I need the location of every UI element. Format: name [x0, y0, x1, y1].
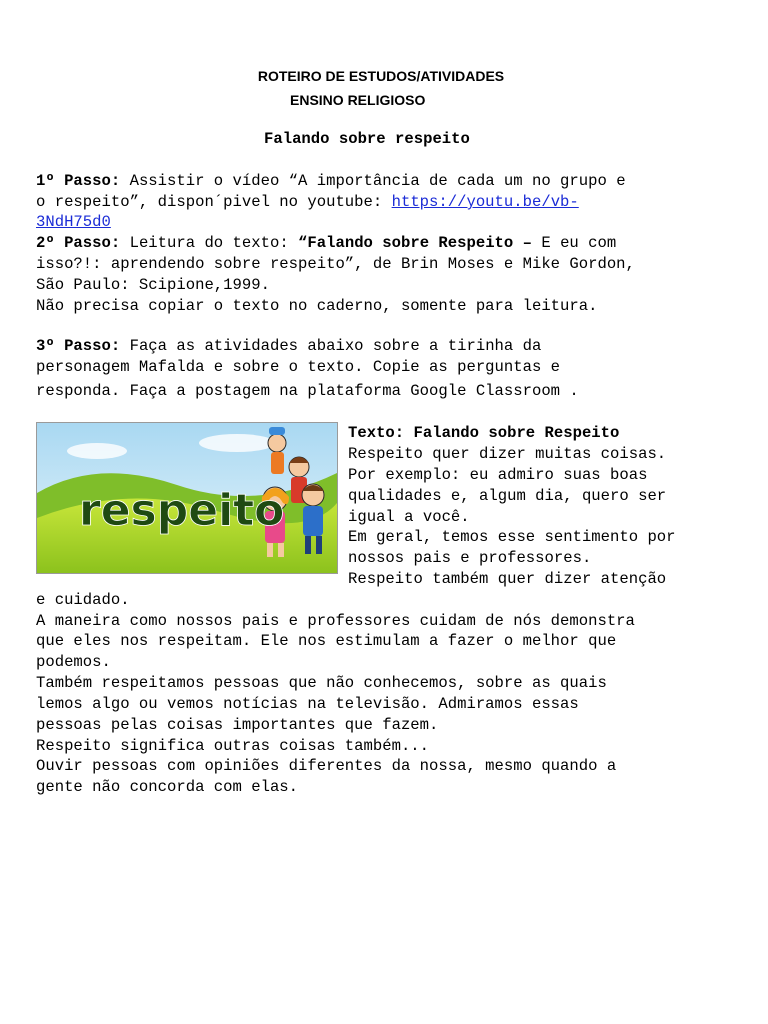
body-line: Respeito significa outras coisas também...	[36, 737, 430, 755]
step-1-line-3	[36, 212, 111, 232]
document-title: ROTEIRO DE ESTUDOS/ATIVIDADES	[257, 68, 505, 84]
body-line: gente não concorda com elas.	[36, 778, 299, 796]
body-line: lemos algo ou vemos notícias na televisão. Admiramos essas	[36, 695, 579, 713]
youtube-link-continued[interactable]: 3NdH75d0	[36, 213, 111, 231]
respeito-illustration	[36, 422, 338, 574]
step-2-text-b: E eu com	[532, 234, 617, 252]
step-1-line-2	[36, 192, 579, 212]
step-3-line-2: personagem Mafalda e sobre o texto. Copie as perguntas e	[36, 358, 561, 376]
cloud	[199, 434, 275, 452]
step-1-text-2: o respeito”, dispon´pivel no youtube:	[36, 193, 392, 211]
cloud	[67, 443, 127, 459]
step-2-line-4: Não precisa copiar o texto no caderno, somente para leitura.	[36, 297, 598, 315]
text-title: Texto: Falando sobre Respeito	[348, 424, 620, 442]
body-line: Também respeitamos pessoas que não conhecemos, sobre as quais	[36, 674, 607, 692]
step-1-text: Assistir o vídeo “A importância de cada um no grupo e	[120, 172, 626, 190]
body-line: que eles nos respeitam. Ele nos estimulam a fazer o melhor que	[36, 632, 617, 650]
text-line: Em geral, temos esse sentimento por	[348, 528, 676, 546]
text-line: Por exemplo: eu admiro suas boas	[348, 466, 648, 484]
step-3	[36, 336, 541, 356]
youtube-link[interactable]: https://youtu.be/vb-	[391, 193, 579, 211]
body-line: Ouvir pessoas com opiniões diferentes da nossa, mesmo quando a	[36, 757, 617, 775]
text-line: Respeito também quer dizer atenção	[348, 570, 667, 588]
step-1	[36, 171, 626, 191]
body-line: podemos.	[36, 653, 111, 671]
text-line: igual a você.	[348, 508, 470, 526]
illustration-svg	[37, 423, 337, 573]
step-3-label: 3º Passo:	[36, 337, 121, 355]
step-3-line-3: responda. Faça a postagem na plataforma Google Classroom .	[36, 382, 579, 400]
step-2	[36, 233, 616, 253]
text-line: Respeito quer dizer muitas coisas.	[348, 445, 667, 463]
step-2-line-2: isso?!: aprendendo sobre respeito”, de Brin Moses e Mike Gordon,	[36, 255, 635, 273]
step-2-text: Leitura do texto:	[120, 234, 299, 252]
text-line: nossos pais e professores.	[348, 549, 592, 567]
body-line: pessoas pelas coisas importantes que fazem.	[36, 716, 439, 734]
step-1-label: 1º Passo:	[36, 172, 121, 190]
step-3-text: Faça as atividades abaixo sobre a tirinha da	[120, 337, 542, 355]
page-title: Falando sobre respeito	[264, 130, 470, 148]
step-2-line-3: São Paulo: Scipione,1999.	[36, 276, 270, 294]
step-2-label: 2º Passo:	[36, 234, 121, 252]
illustration-word: respeito	[79, 485, 285, 536]
step-2-bold-title: “Falando sobre Respeito –	[298, 234, 532, 252]
text-line: qualidades e, algum dia, quero ser	[348, 487, 667, 505]
document-subject: ENSINO RELIGIOSO	[290, 92, 426, 108]
body-line: A maneira como nossos pais e professores cuidam de nós demonstra	[36, 612, 635, 630]
body-line: e cuidado.	[36, 591, 130, 609]
